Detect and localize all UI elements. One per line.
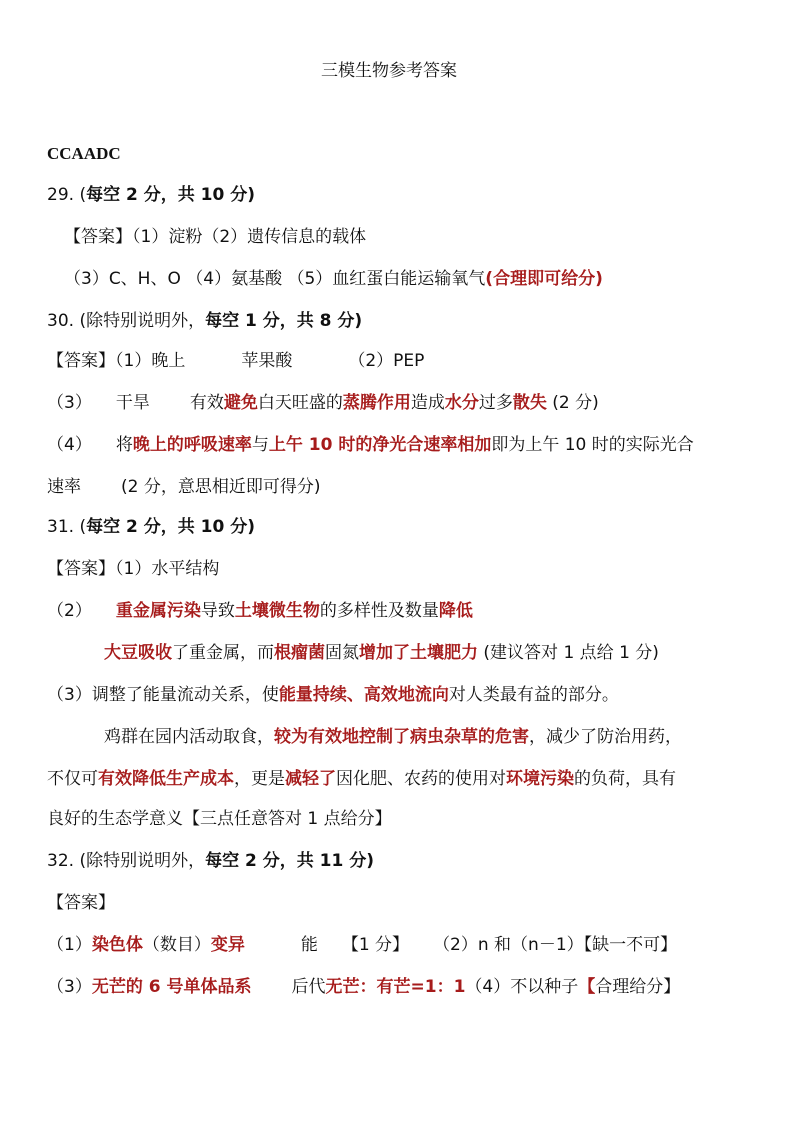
q31-a6-text: 不仅可 [47, 769, 98, 789]
q29-score: 每空 2 分，共 10 分) [86, 185, 256, 205]
q30-a1-part2: 苹果酸 [241, 351, 293, 371]
q31-a3-text: 了重金属，而 [172, 643, 274, 663]
q31-answer-4 [47, 684, 619, 706]
q30-a2-text: 干旱 [115, 393, 150, 413]
q29-answer-1: 【答案】（1）淀粉（2）遗传信息的载体 [64, 227, 367, 247]
q31-a6-text: 的负荷，具有 [574, 769, 676, 789]
q30-answer-4 [47, 476, 320, 498]
q31-a2-key: 土壤微生物 [234, 601, 320, 621]
q31-a6-key: 有效降低生产成本 [98, 769, 234, 789]
q30-number: 30. (除特别说明外， [47, 311, 206, 331]
q32-a2-key: 号单体品系 [160, 977, 252, 997]
q30-a2-num: （3） [47, 393, 92, 413]
q30-a4-text: 速率 [47, 477, 81, 497]
q31-a2-key: 重金属污染 [115, 601, 201, 621]
q31-answer-3 [104, 642, 659, 664]
q30-a1-part1: 【答案】（1）晚上 [47, 351, 186, 371]
q31-answer-2 [47, 600, 473, 622]
q30-a3-key: 上午 10 时的净光合速率相加 [268, 435, 492, 455]
q32-number: 32. (除特别说明外， [47, 851, 206, 871]
q31-a6-text: 因化肥、农药的使用对 [336, 769, 506, 789]
q30-a4-note: (2 分，意思相近即可得分) [121, 477, 321, 497]
q31-answer-1: 【答案】（1）水平结构 [47, 559, 220, 579]
q29-header [47, 184, 255, 206]
q32-a2-num: （3） [47, 977, 92, 997]
q31-a4-num: （3） [47, 685, 92, 705]
q32-a1-text: （2）n 和（n－1）【缺一不可】 [433, 935, 678, 955]
q32-answer-2 [47, 976, 680, 998]
q32-a2-key: 【 [578, 977, 596, 997]
q29-grading-note: (合理即可给分) [485, 269, 603, 289]
q30-a2-text: 过多 [478, 393, 513, 413]
q29-number: 29. ( [47, 185, 87, 205]
q31-a5-key: 较为有效地控制了病虫杂草的危害 [274, 727, 529, 747]
q31-a6-key: 环境污染 [506, 769, 574, 789]
q31-a2-text: 的多样性及数量 [319, 601, 439, 621]
q31-a2-num: （2） [47, 601, 92, 621]
q32-score: 每空 2 分，共 11 分) [205, 851, 375, 871]
q32-a2-text: 后代 [291, 977, 326, 997]
q30-answer-2 [47, 392, 599, 414]
q30-score: 每空 1 分，共 8 分) [205, 311, 363, 331]
q30-a1-part3: （2）PEP [348, 351, 425, 371]
q30-a3-key: 晚上的呼吸速率 [132, 435, 252, 455]
q32-header [47, 850, 374, 872]
q29-answer-2-text: （3）C、H、O （4）氨基酸 （5）血红蛋白能运输氧气 [64, 269, 486, 289]
q31-a4-key: 能量持续、高效地流向 [278, 685, 449, 705]
q31-a2-key: 降低 [438, 601, 473, 621]
q31-a5-text: ，减少了防治用药， [529, 727, 682, 747]
q31-number: 31. ( [47, 517, 87, 537]
q31-a4-text: 调整了能量流动关系，使 [91, 685, 279, 705]
q30-a3-text: 将 [115, 435, 133, 455]
q31-a3-text: 固氮 [325, 643, 359, 663]
q31-a3-key: 根瘤菌 [274, 643, 325, 663]
choice-answers: CCAADC [47, 144, 121, 163]
q31-answer-7: 良好的生态学意义【三点任意答对 1 点给分】 [47, 809, 392, 829]
q31-a4-text: 对人类最有益的部分。 [448, 685, 619, 705]
q30-a2-text: 造成 [410, 393, 445, 413]
q30-a2-key: 散失 [512, 393, 547, 413]
q30-answer-3 [47, 434, 694, 456]
q31-a3-note: (建议答对 1 点给 1 分) [478, 643, 659, 663]
q32-a1-note: 【1 分】 [341, 935, 410, 955]
q31-a5-text: 鸡群在园内活动取食， [104, 727, 274, 747]
q31-a3-key: 大豆吸收 [104, 643, 172, 663]
q30-a2-key: 水分 [444, 393, 479, 413]
q32-answer-1 [47, 934, 677, 956]
q32-a1-key: 染色体 [91, 935, 143, 955]
q30-a2-score: (2 分) [546, 393, 599, 413]
q30-a2-key: 避免 [223, 393, 258, 413]
q30-a3-text: 即为上午 10 时的实际光合 [491, 435, 694, 455]
q30-a2-text: 有效 [189, 393, 224, 413]
q31-a2-text: 导致 [200, 601, 235, 621]
q32-a1-text: （数目） [142, 935, 211, 955]
q30-a3-num: （4） [47, 435, 92, 455]
q32-a1-key: 变异 [210, 935, 245, 955]
q31-answer-5 [104, 726, 682, 748]
q31-a6-key: 减轻了 [285, 769, 336, 789]
q29-answer-2 [64, 268, 603, 290]
q30-header [47, 310, 362, 332]
q31-score: 每空 2 分，共 10 分) [86, 517, 256, 537]
q30-a3-text: 与 [251, 435, 269, 455]
q30-a2-key: 蒸腾作用 [342, 393, 411, 413]
q32-a2-key: 无芒的 [91, 977, 149, 997]
q32-answer-label: 【答案】 [47, 893, 115, 913]
q31-a3-key: 增加了土壤肥力 [359, 643, 478, 663]
q32-a1-num: （1） [47, 935, 92, 955]
q31-answer-6 [47, 768, 676, 790]
page-title: 三模生物参考答案 [321, 61, 457, 81]
q31-header [47, 516, 255, 538]
q30-answer-1 [47, 350, 424, 372]
q32-a2-key: 无芒：有芒=1：1 [325, 977, 466, 997]
q31-a6-text: ，更是 [234, 769, 285, 789]
q32-a2-key: 6 [148, 977, 161, 997]
q32-a2-note: 合理给分】 [595, 977, 681, 997]
q32-a1-text: 能 [300, 935, 318, 955]
q32-a2-text: （4）不以种子 [465, 977, 579, 997]
q30-a2-text: 白天旺盛的 [257, 393, 343, 413]
